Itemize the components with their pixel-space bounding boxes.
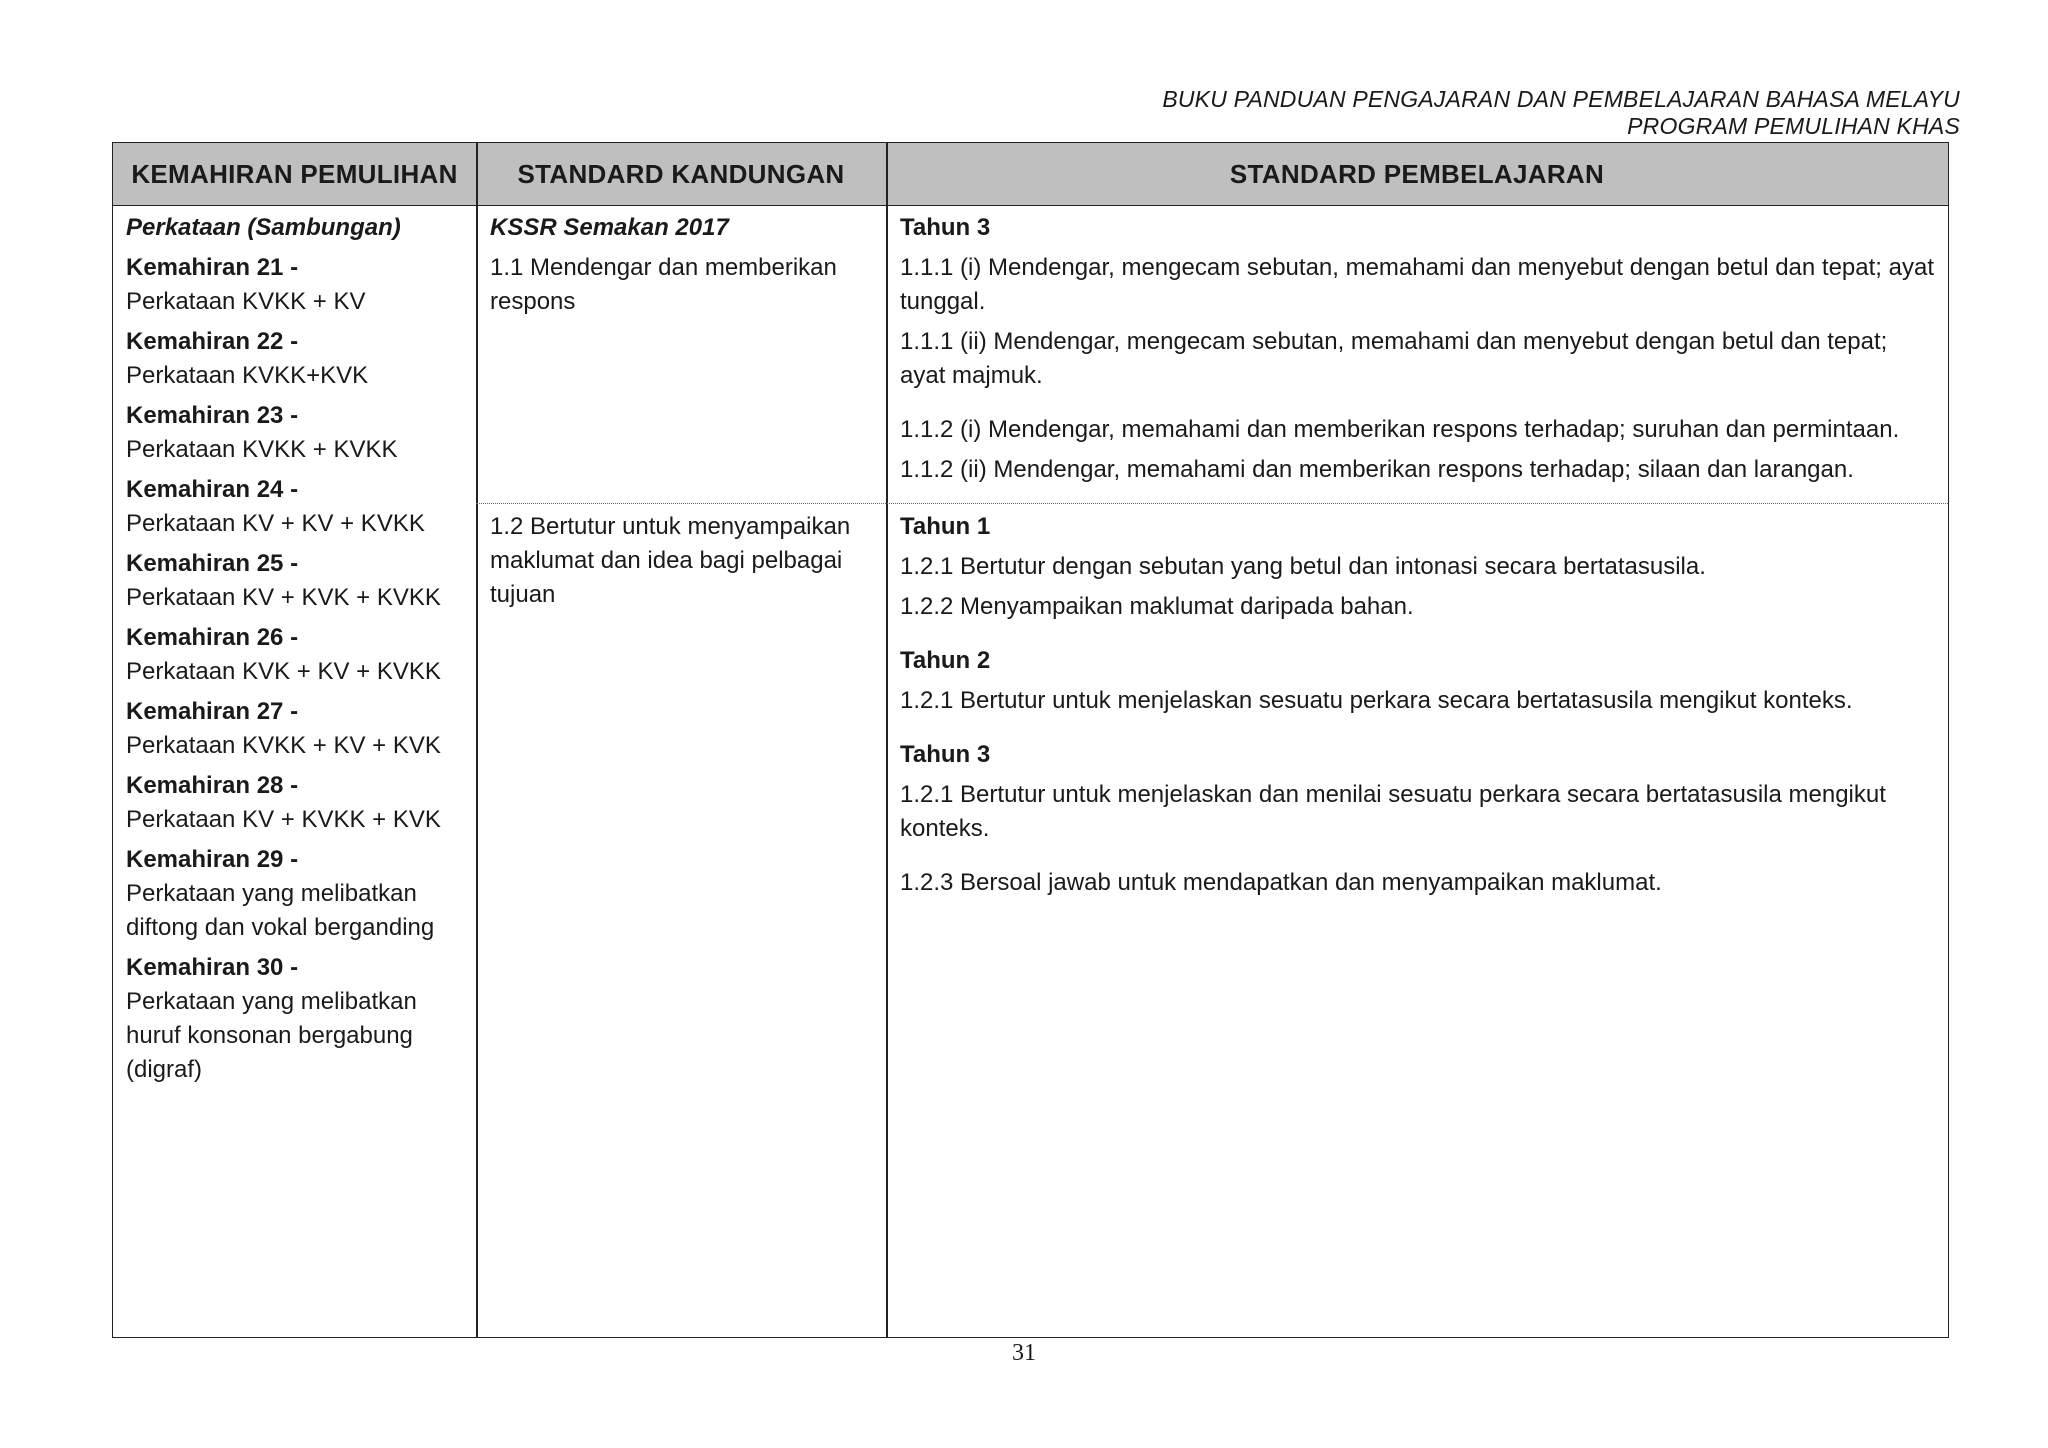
header-title: BUKU PANDUAN PENGAJARAN DAN PEMBELAJARAN BAHASA MELAYU (1162, 86, 1960, 112)
skill-label: Kemahiran 25 - (126, 550, 299, 577)
learning-standard-item: 1.2.1 Bertutur untuk menjelaskan sesuatu perkara secara bertatasusila mengikut konteks. (900, 687, 1853, 714)
learning-standard-item: 1.2.2 Menyampaikan maklumat daripada bahan. (900, 593, 1414, 620)
learning-standard-item: 1.1.1 (ii) Mendengar, mengecam sebutan, memahami dan menyebut dengan betul dan tepat; ayat majmuk. (900, 328, 1888, 389)
skill-item (126, 951, 466, 1087)
column-header-standard-pembelajaran: STANDARD PEMBELAJARAN (1229, 158, 1605, 189)
skill-item (126, 769, 466, 837)
skill-label: Kemahiran 28 - (126, 772, 299, 799)
skill-item (126, 251, 466, 319)
learning-standard-item: 1.1.1 (i) Mendengar, mengecam sebutan, memahami dan menyebut dengan betul dan tepat; ayat tunggal. (900, 254, 1934, 315)
skill-item (126, 399, 466, 467)
year-heading: Tahun 1 (900, 513, 991, 540)
skill-label: Kemahiran 30 - (126, 954, 299, 981)
skills-cell (126, 211, 466, 1087)
content-standard-text: 1.2 Bertutur untuk menyampaikan maklumat dan idea bagi pelbagai tujuan (490, 513, 851, 608)
column-header-standard-kandungan: STANDARD KANDUNGAN (517, 158, 845, 189)
year-heading: Tahun 3 (900, 214, 991, 241)
content-standard-2 (490, 510, 875, 612)
skill-description: Perkataan KVKK + KV (126, 288, 366, 315)
content-standard-1 (490, 211, 875, 319)
learning-standard-1 (900, 211, 1935, 487)
skill-description: Perkataan KV + KVKK + KVK (126, 806, 441, 833)
skill-item (126, 473, 466, 541)
skill-label: Kemahiran 26 - (126, 624, 299, 651)
learning-standard-item: 1.2.3 Bersoal jawab untuk mendapatkan dan menyampaikan maklumat. (900, 869, 1662, 896)
column-header-kemahiran: KEMAHIRAN PEMULIHAN (131, 158, 458, 189)
skill-description: Perkataan KVKK + KV + KVK (126, 732, 441, 759)
kssr-title: KSSR Semakan 2017 (490, 214, 729, 241)
skill-description: Perkataan yang melibatkan huruf konsonan bergabung (digraf) (126, 988, 417, 1083)
skill-item (126, 547, 466, 615)
document-header (760, 86, 1960, 140)
learning-standard-2 (900, 510, 1935, 900)
header-subtitle: PROGRAM PEMULIHAN KHAS (1627, 113, 1960, 139)
year-heading: Tahun 3 (900, 741, 991, 768)
year-heading: Tahun 2 (900, 647, 991, 674)
skill-description: Perkataan yang melibatkan diftong dan vokal berganding (126, 880, 435, 941)
content-standard-text: 1.1 Mendengar dan memberikan respons (490, 254, 837, 315)
column-divider (886, 143, 888, 1337)
learning-standard-item: 1.2.1 Bertutur untuk menjelaskan dan menilai sesuatu perkara secara bertatasusila mengikut konteks. (900, 781, 1886, 842)
curriculum-table (112, 142, 1949, 1338)
skill-description: Perkataan KVKK + KVKK (126, 436, 398, 463)
skill-label: Kemahiran 23 - (126, 402, 299, 429)
skill-label: Kemahiran 21 - (126, 254, 299, 281)
skill-description: Perkataan KV + KV + KVKK (126, 510, 425, 537)
skill-description: Perkataan KVKK+KVK (126, 362, 369, 389)
skill-description: Perkataan KVK + KV + KVKK (126, 658, 441, 685)
skills-title: Perkataan (Sambungan) (126, 214, 401, 241)
learning-standard-item: 1.1.2 (i) Mendengar, memahami dan memberikan respons terhadap; suruhan dan permintaan. (900, 416, 1900, 443)
skill-label: Kemahiran 27 - (126, 698, 299, 725)
column-divider (476, 143, 478, 1337)
skill-item (126, 843, 466, 945)
skills-list (126, 251, 466, 1087)
row-separator (476, 503, 1948, 504)
learning-standard-item: 1.2.1 Bertutur dengan sebutan yang betul dan intonasi secara bertatasusila. (900, 553, 1706, 580)
skill-label: Kemahiran 29 - (126, 846, 299, 873)
skill-description: Perkataan KV + KVK + KVKK (126, 584, 441, 611)
skill-item (126, 695, 466, 763)
skill-item (126, 325, 466, 393)
learning-standard-item: 1.1.2 (ii) Mendengar, memahami dan memberikan respons terhadap; silaan dan larangan. (900, 456, 1854, 483)
table-header-row (113, 143, 1948, 206)
skill-item (126, 621, 466, 689)
skill-label: Kemahiran 22 - (126, 328, 299, 355)
page-number: 31 (1012, 1340, 1036, 1366)
skill-label: Kemahiran 24 - (126, 476, 299, 503)
